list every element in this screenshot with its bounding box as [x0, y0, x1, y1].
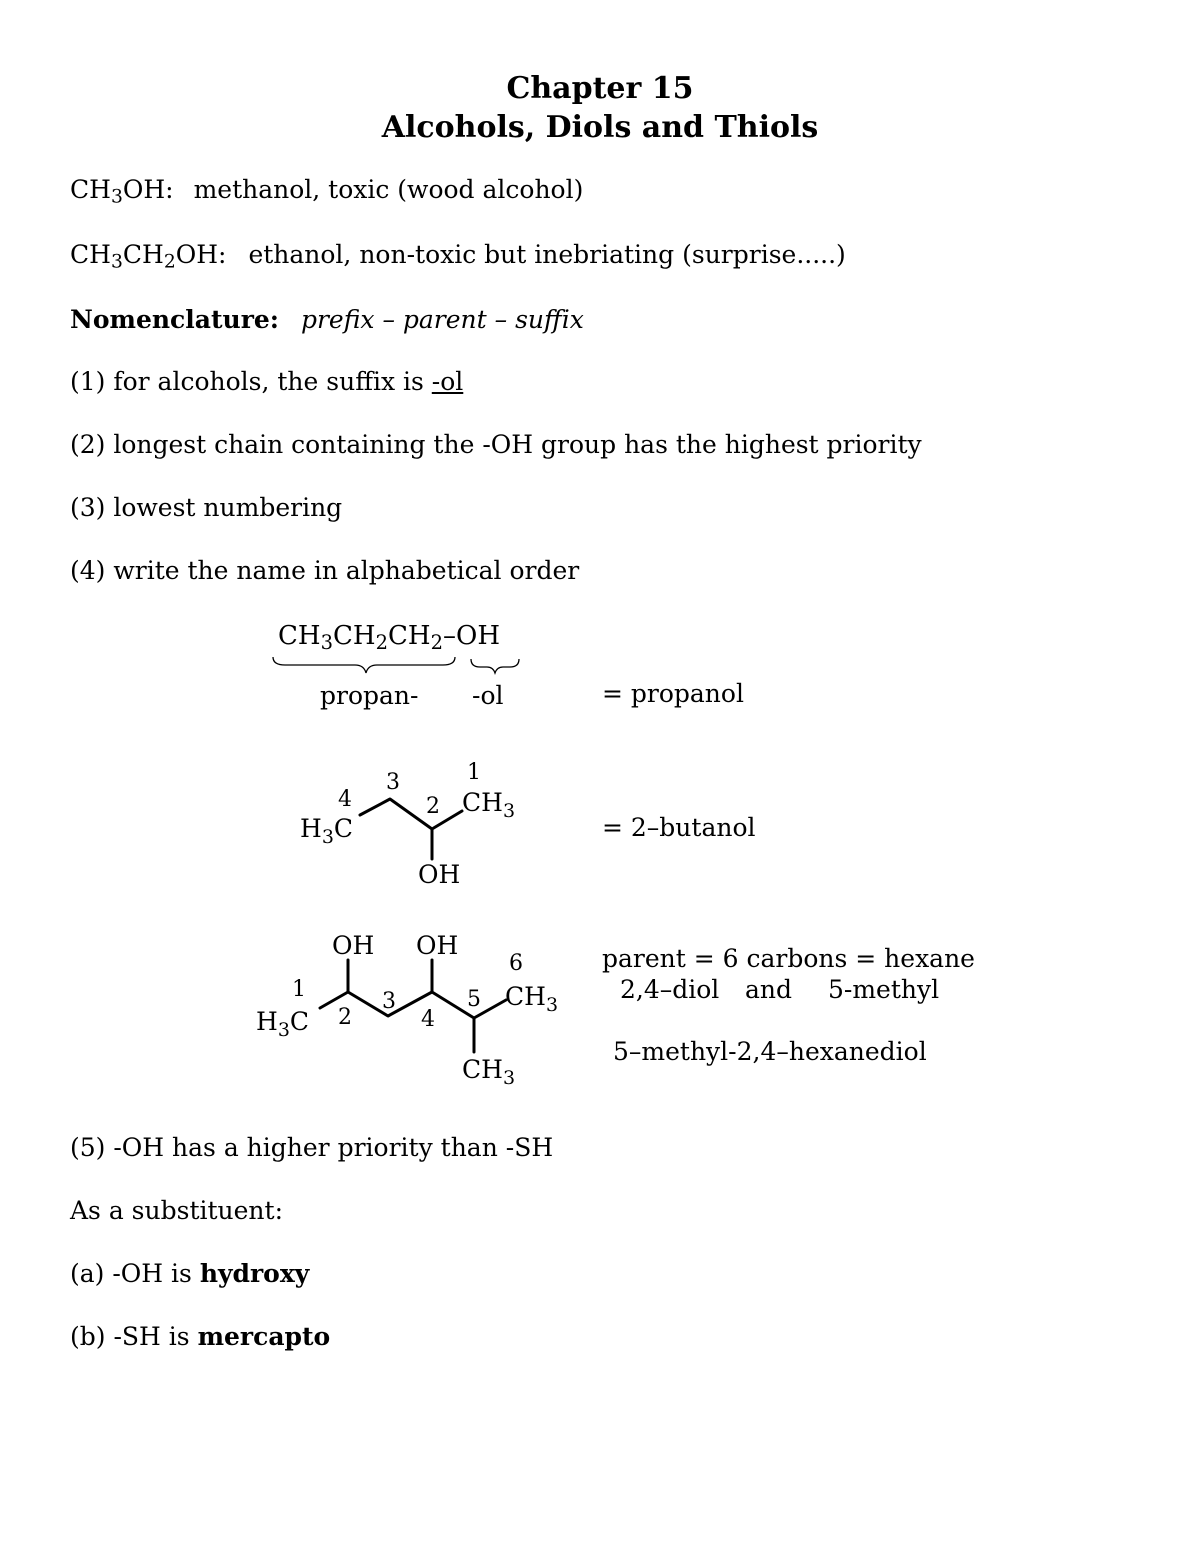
hexanediol-name: 5–methyl-2,4–hexanediol [613, 1037, 927, 1066]
term-hydroxy: hydroxy [199, 1259, 310, 1288]
substituent-heading: As a substituent: [70, 1196, 284, 1225]
hexanediol-number-4: 4 [421, 1007, 435, 1032]
hexanediol-note-and: and [745, 975, 793, 1004]
hexanediol-number-1: 1 [292, 977, 306, 1002]
hexanediol-right-group: $CH_3$ [505, 982, 559, 1016]
hexanediol-number-2: 2 [338, 1005, 352, 1030]
ethanol-formula: $CH_3CH_2OH$: [70, 240, 227, 273]
propanol-formula: $CH_3CH_2CH_2-OH$ [278, 621, 500, 654]
suffix-ol: -ol [431, 367, 464, 396]
hexanediol-note-methyl: 5-methyl [828, 975, 940, 1004]
rule-1: (1) for alcohols, the suffix is -ol [70, 367, 464, 396]
chapter-heading: Chapter 15 [506, 71, 694, 106]
substituent-hydroxy: (a) -OH is hydroxy [70, 1259, 310, 1288]
nomenclature-scheme: prefix – parent – suffix [300, 305, 584, 334]
butanol-number-2: 2 [426, 794, 440, 819]
rule-4: (4) write the name in alphabetical order [70, 556, 580, 585]
hexanediol-oh-2: OH [332, 931, 375, 960]
butanol-number-1: 1 [467, 760, 481, 785]
butanol-left-group: $H_3C$ [300, 814, 354, 848]
hexanediol-number-6: 6 [509, 951, 523, 976]
hexanediol-bottom-group: $CH_3$ [462, 1055, 516, 1089]
rule-5: (5) -OH has a higher priority than -SH [70, 1133, 554, 1162]
ethanol-description: ethanol, non-toxic but inebriating (surprise.....) [248, 240, 846, 269]
propanol-prefix-label: propan- [320, 681, 419, 710]
butanol-number-4: 4 [338, 787, 352, 812]
rule-3: (3) lowest numbering [70, 493, 343, 522]
propanol-suffix-label: -ol [472, 681, 504, 710]
hexanediol-note-diol: 2,4–diol [620, 975, 720, 1004]
hexanediol-oh-4: OH [416, 931, 459, 960]
hexanediol-number-5: 5 [467, 987, 481, 1012]
butanol-result: = 2–butanol [602, 813, 756, 842]
methanol-description: methanol, toxic (wood alcohol) [193, 175, 584, 204]
nomenclature-label: Nomenclature: [70, 305, 280, 334]
hexanediol-left-group: $H_3C$ [256, 1007, 310, 1041]
hexanediol-number-3: 3 [382, 989, 396, 1014]
chapter-title: Alcohols, Diols and Thiols [381, 110, 819, 145]
propanol-result: = propanol [602, 679, 744, 708]
substituent-mercapto: (b) -SH is mercapto [70, 1322, 331, 1351]
butanol-number-3: 3 [386, 770, 400, 795]
hexanediol-note-parent: parent = 6 carbons = hexane [602, 944, 975, 973]
rule-2: (2) longest chain containing the -OH group has the highest priority [70, 430, 922, 459]
butanol-oh: OH [418, 860, 461, 889]
methanol-formula: $CH_3OH$: [70, 175, 174, 208]
term-mercapto: mercapto [197, 1322, 331, 1351]
butanol-right-group: $CH_3$ [462, 788, 516, 822]
